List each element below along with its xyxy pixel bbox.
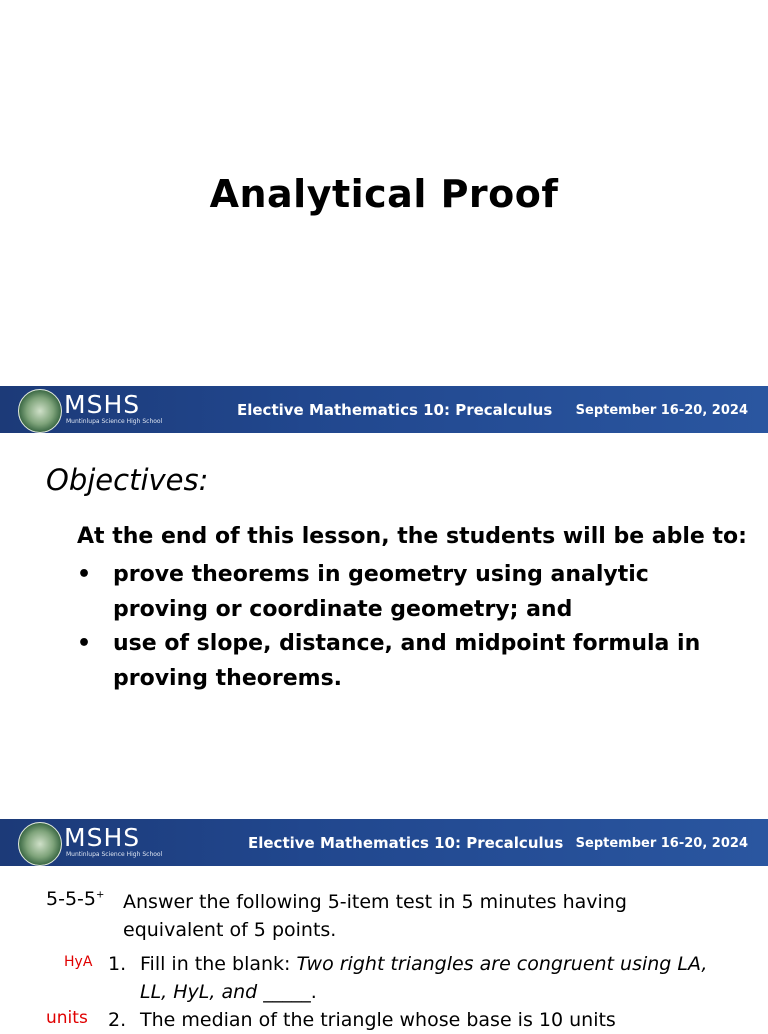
mshs-seal-logo — [18, 822, 62, 866]
logo-subtext: Muntinlupa Science High School — [66, 851, 163, 858]
quiz-code-sup: + — [95, 889, 105, 901]
header-banner — [0, 819, 768, 866]
item-text — [140, 950, 740, 1006]
answer-note: HyA — [64, 954, 93, 970]
item-prefix: The median of the triangle whose base is 10 units — [140, 1009, 616, 1031]
logo-text: MSHS — [64, 390, 141, 419]
objective-item — [77, 627, 747, 696]
quiz-code — [46, 888, 104, 910]
course-title: Elective Mathematics 10: Precalculus — [237, 401, 553, 419]
slide-title: Analytical Proof — [209, 172, 559, 216]
item-suffix: . — [310, 981, 317, 1003]
item-italic: Two right triangles are congruent using LA, LL, HyL, and _____ — [140, 953, 708, 1003]
objectives-intro: At the end of this lesson, the students will be able to: — [77, 524, 747, 549]
item-prefix: Fill in the blank: — [140, 953, 297, 975]
item-number: 2. — [108, 1009, 127, 1031]
quiz-instructions: Answer the following 5-item test in 5 minutes having equivalent of 5 points. — [123, 891, 627, 941]
date-range: September 16-20, 2024 — [575, 403, 748, 418]
logo-text: MSHS — [64, 823, 141, 852]
objectives-list — [77, 558, 747, 696]
mshs-seal-logo — [18, 389, 62, 433]
quiz-code-text: 5-5-5 — [46, 888, 96, 910]
course-title: Elective Mathematics 10: Precalculus — [248, 834, 564, 852]
header-banner — [0, 386, 768, 433]
answer-note: units — [46, 1008, 88, 1028]
bullet-icon: • — [77, 562, 92, 587]
objectives-heading: Objectives: — [46, 463, 209, 497]
bullet-icon: • — [77, 631, 92, 656]
logo-subtext: Muntinlupa Science High School — [66, 418, 163, 425]
title-slide — [0, 0, 768, 386]
date-range: September 16-20, 2024 — [575, 836, 748, 851]
objective-text: use of slope, distance, and midpoint formula in proving theorems. — [113, 631, 701, 691]
item-text — [140, 1006, 740, 1034]
objective-item — [77, 558, 747, 627]
item-number: 1. — [108, 953, 127, 975]
objective-text: prove theorems in geometry using analytic proving or coordinate geometry; and — [113, 562, 649, 622]
